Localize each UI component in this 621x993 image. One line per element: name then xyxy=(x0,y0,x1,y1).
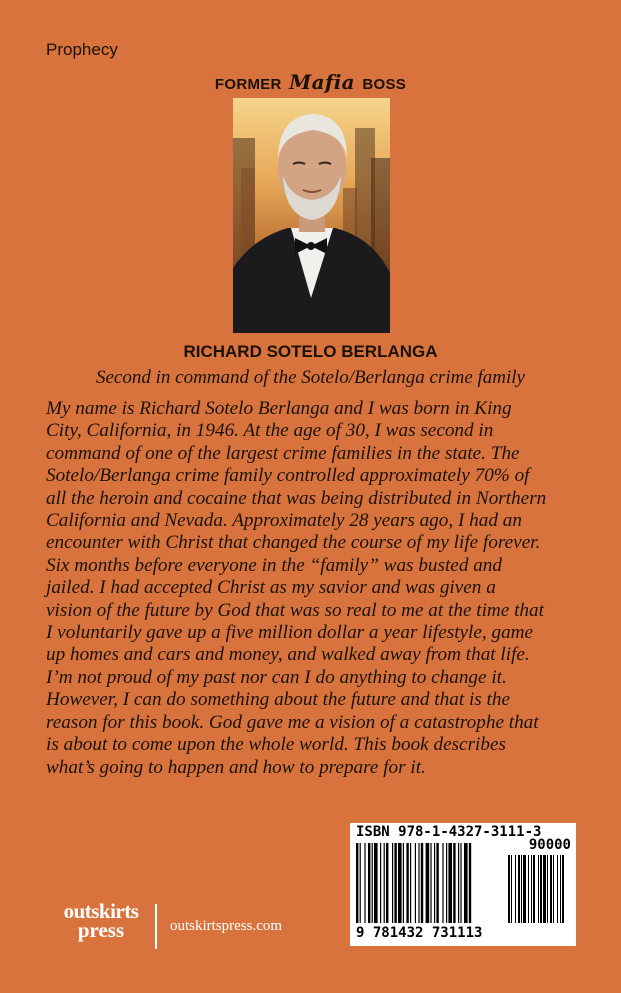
blurb-line: all the heroin and cocaine that was being distributed in Northern xyxy=(46,487,547,509)
blurb-line: Sotelo/Berlanga crime family controlled approximately 70% of xyxy=(46,465,530,487)
tagline-mafia: Mafia xyxy=(289,70,355,94)
blurb-line: jailed. I had accepted Christ as my savior and was given a xyxy=(46,577,496,599)
tagline-former: FORMER xyxy=(214,76,282,93)
blurb-line: However, I can do something about the future and that is the xyxy=(46,689,510,711)
tagline-boss: BOSS xyxy=(362,76,407,93)
blurb-line: encounter with Christ that changed the course of my life forever. xyxy=(46,532,541,554)
author-photo xyxy=(233,98,390,333)
blurb-line: I’m not proud of my past nor can I do anything to change it. xyxy=(46,666,507,688)
blurb-line: I voluntarily gave up a five million dollar a year lifestyle, game xyxy=(46,622,534,644)
category-label: Prophecy xyxy=(46,40,118,59)
blurb-line: California and Nevada. Approximately 28 years ago, I had an xyxy=(46,510,522,532)
tagline xyxy=(0,70,621,94)
publisher-logo-line2: press xyxy=(77,918,125,942)
blurb-line: command of one of the largest crime families in the state. The xyxy=(46,442,520,464)
publisher-logo xyxy=(46,899,156,942)
blurb-line: My name is Richard Sotelo Berlanga and I was born in King xyxy=(46,398,512,419)
publisher-url: outskirtspress.com xyxy=(170,918,283,934)
isbn-label: ISBN 978-1-4327-3111-3 xyxy=(356,824,542,840)
blurb-line: reason for this book. God gave me a vision of a catastrophe that xyxy=(46,711,539,733)
blurb-line: is about to come upon the whole world. This book describes xyxy=(46,734,506,756)
blurb-line: Six months before everyone in the “family” was busted and xyxy=(46,554,502,576)
isbn-barcode xyxy=(350,823,576,946)
book-blurb xyxy=(46,398,586,779)
blurb-line: up homes and cars and money, and walked away from that life. xyxy=(46,644,530,666)
author-name: RICHARD SOTELO BERLANGA xyxy=(183,342,438,361)
price-code: 90000 xyxy=(528,837,571,853)
blurb-line: what’s going to happen and how to prepare for it. xyxy=(46,756,426,778)
author-portrait-image xyxy=(233,98,390,333)
publisher-divider xyxy=(155,904,157,949)
blurb-line: vision of the future by God that was so real to me at the time that xyxy=(46,599,544,621)
blurb-line: City, California, in 1946. At the age of 30, I was second in xyxy=(46,420,494,442)
publisher-logo-line1: outskirts xyxy=(63,899,139,923)
author-subtitle: Second in command of the Sotelo/Berlanga crime family xyxy=(96,367,525,388)
barcode-digits: 9 781432 731113 xyxy=(356,925,483,941)
